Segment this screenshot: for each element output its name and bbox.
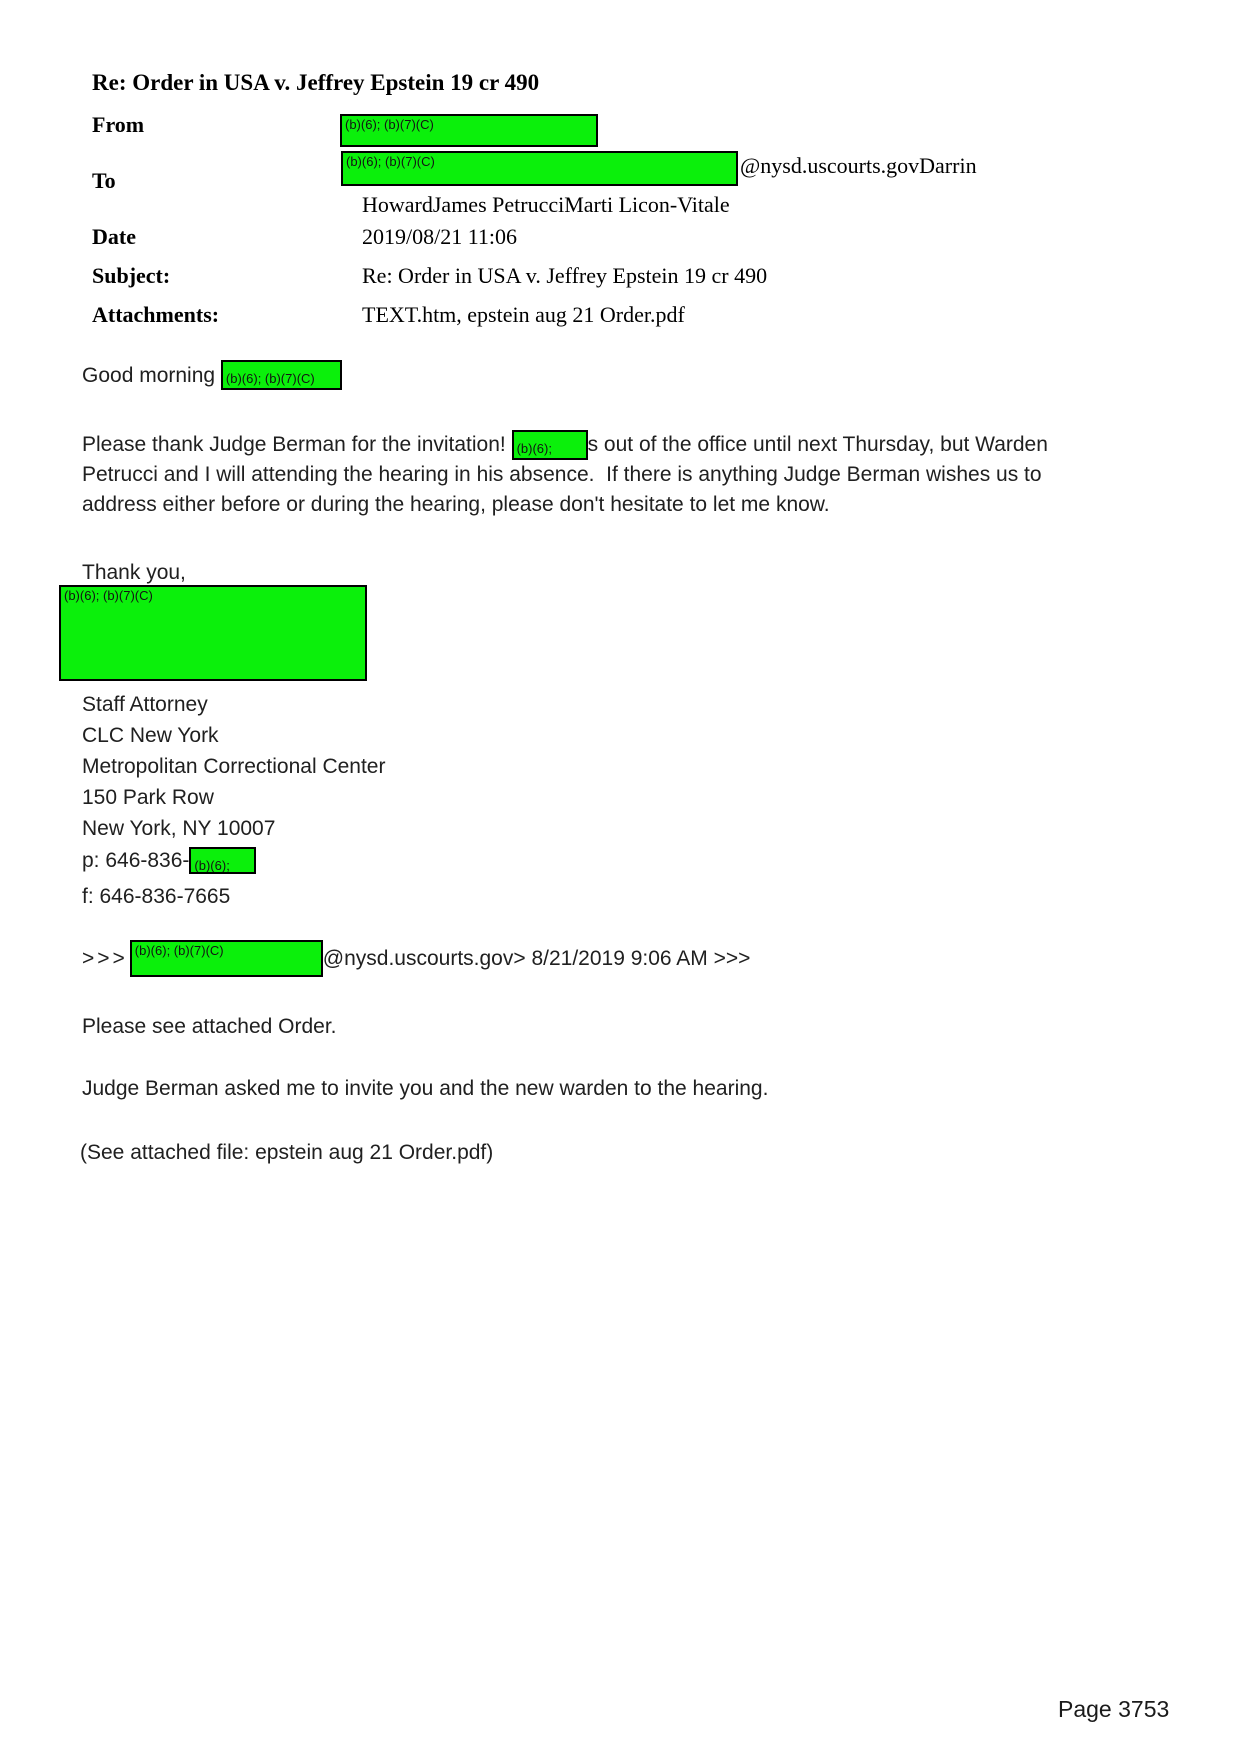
field-label-date: Date [92, 224, 136, 249]
para1-before-text: Please thank Judge Berman for the invitation! [82, 433, 512, 456]
field-label-subject: Subject: [92, 263, 171, 288]
attachments-value: TEXT.htm, epstein aug 21 Order.pdf [362, 302, 685, 327]
redaction-code: (b)(6); (b)(7)(C) [64, 588, 153, 603]
signature-line: New York, NY 10007 [82, 817, 276, 840]
signature-line: CLC New York [82, 724, 219, 747]
redaction-box-from [340, 114, 598, 147]
redaction-code: (b)(6); (b)(7)(C) [225, 371, 315, 386]
redaction-code: (b)(6); (b)(7)(C) [346, 154, 435, 169]
redaction-code: (b)(6); (b)(7)(C) [134, 943, 224, 958]
greeting-text: Good morning [82, 364, 221, 387]
quoted-header-line [82, 940, 750, 977]
signature-line: Metropolitan Correctional Center [82, 755, 386, 778]
date-value: 2019/08/21 11:06 [362, 224, 518, 249]
paragraph1-line3: address either before or during the hearing, please don't hesitate to let me know. [82, 493, 830, 516]
fax-line: f: 646-836-7665 [82, 885, 231, 908]
to-value-line2: HowardJames PetrucciMarti Licon-Vitale [362, 192, 730, 217]
quote-marker-left: >>> [82, 946, 128, 970]
paragraph1-line1 [82, 430, 1048, 460]
subject-value: Re: Order in USA v. Jeffrey Epstein 19 cr 490 [362, 263, 768, 288]
redaction-code: (b)(6); [194, 858, 230, 873]
redaction-box-signature-name [59, 585, 367, 681]
field-label-from: From [92, 112, 145, 137]
redaction-box-inline [512, 430, 588, 460]
signature-line: 150 Park Row [82, 786, 214, 809]
quoted-header-text: @nysd.uscourts.gov> 8/21/2019 9:06 AM >>> [322, 946, 751, 970]
quoted-body-line3: (See attached file: epstein aug 21 Order.pdf) [80, 1141, 494, 1164]
page-title: Re: Order in USA v. Jeffrey Epstein 19 cr 490 [92, 70, 540, 95]
field-label-attachments: Attachments: [92, 302, 220, 327]
greeting-line [82, 360, 342, 391]
quoted-body-line1: Please see attached Order. [82, 1015, 337, 1038]
quoted-body-line2: Judge Berman asked me to invite you and the new warden to the hearing. [82, 1077, 769, 1100]
redaction-box-quoted-sender [130, 940, 323, 977]
redaction-box-greeting [221, 360, 342, 390]
phone-prefix-text: p: 646-836- [82, 849, 190, 872]
phone-line [82, 846, 256, 876]
redaction-box-phone [189, 847, 256, 874]
para1-after-text: s out of the office until next Thursday, but Warden [587, 433, 1048, 456]
redaction-code: (b)(6); (b)(7)(C) [345, 117, 434, 132]
field-label-to: To [92, 168, 116, 193]
closing-text: Thank you, [82, 561, 186, 584]
page-number: Page 3753 [1058, 1696, 1170, 1722]
paragraph1-line2: Petrucci and I will attending the hearing in his absence. If there is anything Judge Berman wishes us to [82, 463, 1042, 486]
to-value-line1: @nysd.uscourts.govDarrin [740, 153, 977, 178]
redaction-box-to [341, 151, 738, 186]
signature-line: Staff Attorney [82, 693, 208, 716]
redaction-code: (b)(6); [516, 441, 552, 456]
